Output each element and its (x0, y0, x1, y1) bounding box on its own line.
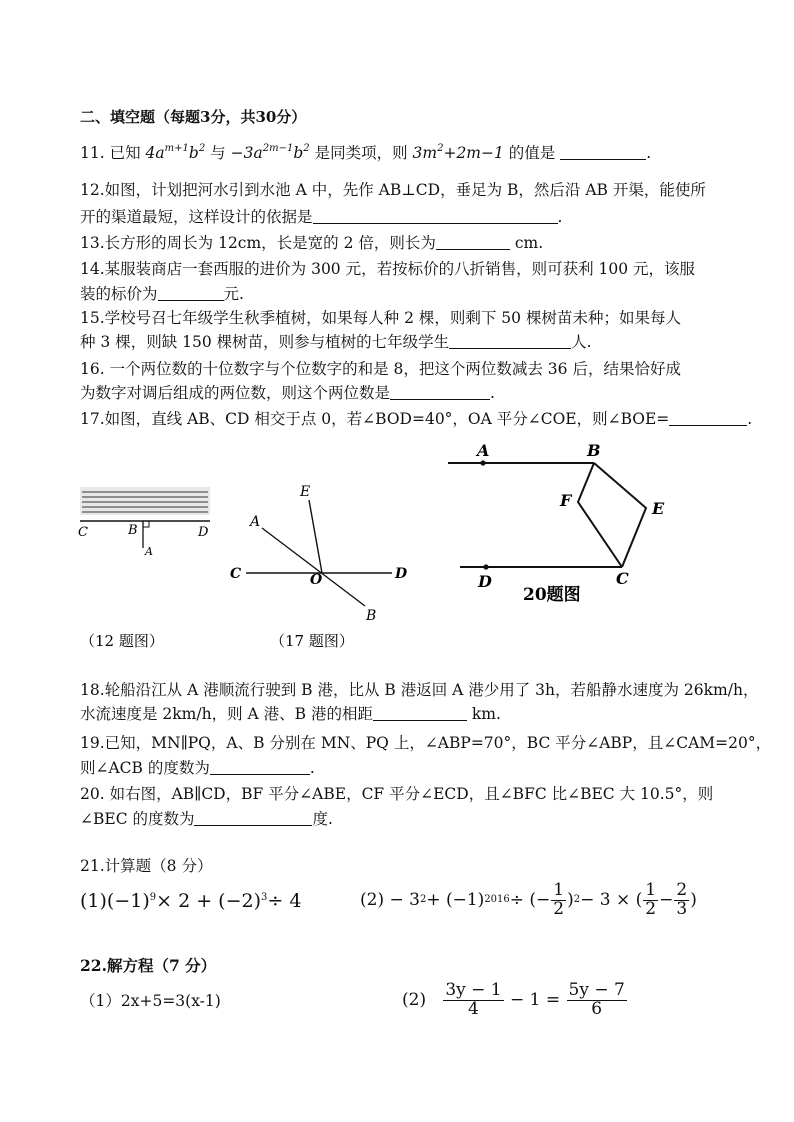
label-b: B (587, 441, 601, 460)
q19-answer-blank[interactable] (210, 759, 310, 775)
q11-expr: $3m^2+2m-1$ (412, 143, 504, 162)
question-14-line1: 14.某服装商店一套西服的进价为 300 元，若按标价的八折销售，则可获利 100 元，该服 (80, 260, 696, 278)
question-12-line2: 开的渠道最短，这样设计的依据是 . (80, 208, 563, 226)
point-a (480, 460, 485, 465)
label-b: B (366, 608, 377, 624)
q11-pre: 已知 (109, 144, 141, 162)
q17-answer-blank[interactable] (669, 410, 747, 426)
question-16-line2: 为数字对调后组成的两位数，则这个两位数是 . (80, 384, 495, 402)
q11-term1: $4a^{m+1}b^2$ (145, 143, 206, 162)
question-20-line2: ∠BEC 的度数为 度. (80, 810, 333, 828)
figure-17-caption: （17 题图） (270, 632, 354, 650)
path-bec (594, 463, 646, 567)
q11-mid: 与 (210, 144, 226, 162)
question-21-part2: (2) − 3 2 + (−1) 2016 ÷ (− $\frac{1}{2}$ ) 2 − 3 × ( $\frac{1}{2}$ − $\frac{2}{3}$ ) (360, 880, 697, 919)
question-21-title: 21.计算题（8 分） (80, 857, 213, 875)
question-15-line1: 15.学校号召七年级学生秋季植树，如果每人种 2 棵，则剩下 50 棵树苗未种；如果每人 (80, 309, 681, 327)
label-d: D (395, 566, 408, 582)
label-c: C (230, 566, 242, 582)
question-18-line1: 18.轮船沿江从 A 港顺流行驶到 B 港，比从 B 港返回 A 港少用了 3h，若船静水速度为 26km/h， (80, 681, 759, 699)
q13-answer-blank[interactable] (436, 234, 510, 250)
label-f: F (560, 491, 572, 510)
question-19-line1: 19.已知，MN∥PQ，A、B 分别在 MN、PQ 上，∠ABP=70°，BC 平分∠ABP，且∠CAM=20°， (80, 734, 772, 752)
point-d (483, 564, 488, 569)
question-14-line2: 装的标价为 元. (80, 285, 244, 303)
figure-20 (448, 441, 665, 605)
ray-oe (309, 500, 322, 573)
q11-term2: $-3a^{2m-1}b^2$ (230, 143, 310, 162)
river-band (80, 487, 210, 515)
label-o: O (310, 572, 323, 588)
q18-answer-blank[interactable] (373, 705, 467, 721)
label-e: E (300, 484, 311, 500)
question-22-part1: （1）2x+5=3(x-1) (80, 992, 221, 1010)
label-d: D (198, 525, 209, 540)
question-20-line1: 20. 如右图，AB∥CD，BF 平分∠ABE，CF 平分∠ECD，且∠BFC 比∠BEC 大 10.5°，则 (80, 785, 714, 803)
question-22-title: 22.解方程（7 分） (80, 956, 217, 975)
fraction-3y-1-over-4: $\frac{3y - 1}{4}$ (445, 980, 502, 1019)
question-15-line2: 种 3 棵，则缺 150 棵树苗，则参与植树的七年级学生 人. (80, 333, 592, 351)
q15-answer-blank[interactable] (449, 333, 571, 349)
section-title: 二、填空题（每题3分，共30分） (80, 108, 307, 126)
right-angle-mark (143, 521, 149, 527)
path-bfc (578, 463, 622, 567)
fraction-1-2: $\frac{1}{2}$ (553, 880, 565, 919)
figure-20-caption: 20题图 (523, 585, 581, 605)
fraction-1-2-b: $\frac{1}{2}$ (645, 880, 657, 919)
label-c: C (78, 525, 88, 540)
label-a: A (250, 514, 261, 530)
q20-answer-blank[interactable] (194, 810, 312, 826)
q11-tail: 的值是 (508, 144, 556, 162)
question-19-line2: 则∠ACB 的度数为 . (80, 759, 315, 777)
fraction-5y-7-over-6: $\frac{5y - 7}{6}$ (568, 980, 625, 1019)
label-b: B (128, 523, 138, 538)
fraction-2-3: $\frac{2}{3}$ (676, 880, 688, 919)
question-18-line2: 水流速度是 2km/h，则 A 港、B 港的相距 km. (80, 705, 501, 723)
label-a: A (145, 545, 153, 558)
q16-answer-blank[interactable] (390, 384, 490, 400)
q11-num: 11. (80, 144, 105, 162)
label-d: D (478, 572, 492, 591)
q11-answer-blank[interactable] (560, 144, 646, 160)
q12-answer-blank[interactable] (313, 208, 558, 224)
question-16-line1: 16. 一个两位数的十位数字与个位数字的和是 8，把这个两位数减去 36 后，结果恰好成 (80, 360, 681, 378)
question-11: 11. 已知 $4a^{m+1}b^2$ 与 $-3a^{2m-1}b^2$ 是同类项，则 $3m^2+2m-1$ 的值是 . (80, 143, 652, 162)
q11-post: 是同类项，则 (314, 144, 408, 162)
question-12-line1: 12.如图，计划把河水引到水池 A 中，先作 AB⊥CD，垂足为 B，然后沿 AB 开渠，能使所 (80, 181, 706, 199)
line-ab (262, 528, 365, 606)
q14-answer-blank[interactable] (158, 285, 224, 301)
figures-area (0, 430, 794, 670)
question-13: 13.长方形的周长为 12cm，长是宽的 2 倍，则长为 cm. (80, 234, 544, 252)
figure-17 (230, 484, 408, 624)
label-a: A (477, 441, 490, 460)
question-21-part1: $(1)(-1)^9\times 2 + (-2)^3\div 4$ (80, 890, 302, 912)
figure-12-caption: （12 题图） (80, 632, 164, 650)
question-17: 17.如图，直线 AB、CD 相交于点 0，若∠BOD=40°，OA 平分∠COE，则∠BOE= . (80, 410, 753, 428)
figure-12 (78, 487, 210, 558)
question-22-part2: (2) $\frac{3y - 1}{4}$ − 1 = $\frac{5y - 7}{6}$ (402, 980, 625, 1019)
label-c: C (616, 569, 629, 588)
label-e: E (652, 499, 665, 518)
